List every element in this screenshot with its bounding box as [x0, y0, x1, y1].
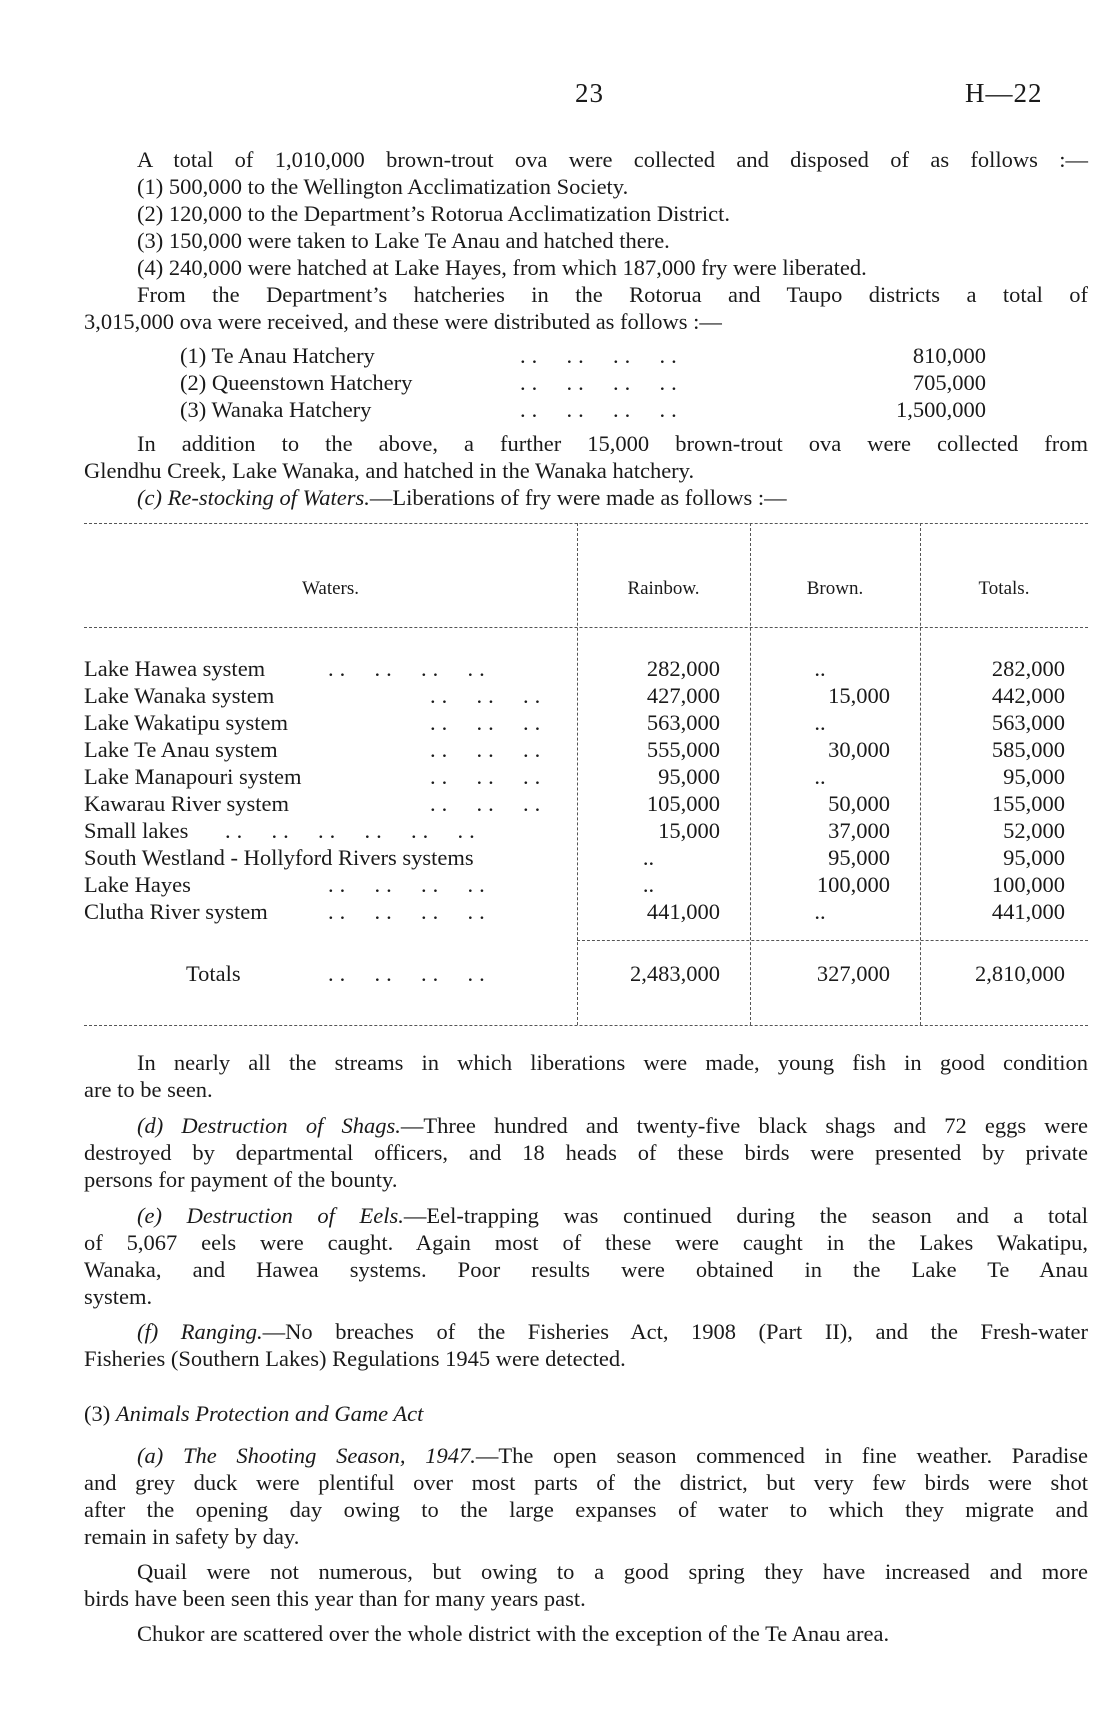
leader-dots: .. .. ..	[430, 737, 547, 762]
table-cell-rainbow: 282,000	[646, 656, 720, 681]
leader-dots: .. .. .. ..	[520, 397, 683, 422]
intro-item: (1) 500,000 to the Wellington Acclimatization Society.	[137, 174, 629, 199]
section-text: —Eel-trapping was continued during the season and a total	[403, 1203, 1089, 1228]
intro-item: (3) 150,000 were taken to Lake Te Anau and hatched there.	[137, 228, 670, 253]
table-cell-brown: 30,000	[828, 737, 890, 762]
table-cell-brown: 95,000	[828, 845, 890, 870]
table-cell-brown: ..	[814, 656, 826, 681]
section-text: —Three hundred and twenty-five black shags and 72 eggs were	[400, 1113, 1088, 1138]
leader-dots: .. .. ..	[430, 710, 547, 735]
table-cell-rainbow: 15,000	[658, 818, 720, 843]
table-cell-rainbow: ..	[642, 872, 655, 897]
table-cell-rainbow: ..	[642, 845, 655, 870]
hatchery-label: (1) Te Anau Hatchery	[180, 343, 375, 368]
table-cell-brown: 15,000	[828, 683, 890, 708]
table-cell-rainbow: 105,000	[646, 791, 720, 816]
eels-paragraph-line	[137, 1202, 1088, 1229]
shooting-paragraph-line: remain in safety by day.	[84, 1524, 300, 1549]
leader-dots: .. .. ..	[430, 791, 547, 816]
table-cell-total: 52,000	[1003, 818, 1065, 843]
shooting-paragraph-line	[137, 1442, 1088, 1469]
column-header-totals: Totals.	[978, 578, 1030, 599]
restocking-paragraph	[137, 484, 787, 511]
shags-paragraph-line: persons for payment of the bounty.	[84, 1167, 398, 1192]
leader-dots: .. .. .. ..	[328, 872, 491, 897]
eels-paragraph-line: of 5,067 eels were caught. Again most of these were caught in the Lakes Wakatipu,	[84, 1230, 1088, 1255]
leader-dots: .. .. ..	[430, 764, 547, 789]
intro-line: A total of 1,010,000 brown-trout ova were collected and disposed of as follows :—	[137, 147, 1088, 172]
table-cell-rainbow: 441,000	[646, 899, 720, 924]
hatchery-value: 1,500,000	[896, 397, 986, 422]
hatchery-value: 705,000	[912, 370, 986, 395]
hatchery-value: 810,000	[912, 343, 986, 368]
table-cell-rainbow: 427,000	[646, 683, 720, 708]
eels-paragraph-line: Wanaka, and Hawea systems. Poor results were obtained in the Lake Te Anau	[84, 1257, 1088, 1282]
table-cell-water: Lake Wanaka system	[84, 683, 275, 708]
addition-paragraph-line: Glendhu Creek, Lake Wanaka, and hatched in the Wanaka hatchery.	[84, 458, 695, 483]
hatcheries-paragraph-line: 3,015,000 ova were received, and these were distributed as follows :—	[84, 309, 722, 334]
section-letter: (e)	[137, 1203, 162, 1228]
column-header-waters: Waters.	[301, 578, 360, 599]
table-cell-brown: 100,000	[816, 872, 890, 897]
table-cell-water: Lake Hawea system	[84, 656, 266, 681]
section-heading-animals-act	[84, 1400, 423, 1427]
shags-paragraph-line	[137, 1112, 1088, 1139]
section-letter: (f)	[137, 1319, 159, 1344]
totals-label: Totals	[186, 961, 241, 986]
document-code: H—22	[965, 78, 1043, 108]
leader-dots: .. .. .. ..	[328, 961, 491, 986]
leader-dots: .. .. .. ..	[328, 656, 491, 681]
intro-item: (4) 240,000 were hatched at Lake Hayes, from which 187,000 fry were liberated.	[137, 255, 867, 280]
leader-dots: .. .. .. ..	[520, 370, 683, 395]
section-letter: (a)	[137, 1443, 164, 1468]
leader-dots: .. .. .. .. .. ..	[225, 818, 481, 843]
table-cell-brown: 37,000	[828, 818, 890, 843]
section-text: —The open season commenced in fine weather. Paradise	[475, 1443, 1088, 1468]
table-cell-rainbow: 563,000	[646, 710, 720, 735]
table-cell-water: Small lakes	[84, 818, 189, 843]
intro-item: (2) 120,000 to the Department’s Rotorua Acclimatization District.	[137, 201, 730, 226]
column-header-brown: Brown.	[806, 578, 864, 599]
table-cell-rainbow: 555,000	[646, 737, 720, 762]
section-text: —Liberations of fry were made as follows :—	[369, 485, 787, 510]
table-cell-water: Lake Wakatipu system	[84, 710, 288, 735]
ranging-paragraph-line: Fisheries (Southern Lakes) Regulations 1945 were detected.	[84, 1346, 626, 1371]
table-bottom-rule	[84, 1025, 1088, 1026]
table-cell-total: 441,000	[991, 899, 1065, 924]
column-header-rainbow: Rainbow.	[627, 578, 700, 599]
hatchery-label: (2) Queenstown Hatchery	[180, 370, 413, 395]
leader-dots: .. .. .. ..	[520, 343, 683, 368]
table-cell-total: 442,000	[991, 683, 1065, 708]
table-cell-total: 100,000	[991, 872, 1065, 897]
eels-paragraph-line: system.	[84, 1284, 153, 1309]
quail-paragraph-line: Quail were not numerous, but owing to a good spring they have increased and more	[137, 1559, 1088, 1584]
section-heading: Destruction of Eels.	[186, 1203, 404, 1228]
table-cell-brown: ..	[814, 764, 826, 789]
section-heading: Destruction of Shags.	[181, 1113, 401, 1138]
table-cell-total: 155,000	[991, 791, 1065, 816]
table-cell-brown: 50,000	[828, 791, 890, 816]
section-heading: The Shooting Season, 1947.	[182, 1443, 476, 1468]
table-header-rule	[84, 627, 1088, 628]
totals-brown: 327,000	[816, 961, 890, 986]
table-cell-water: Kawarau River system	[84, 791, 289, 816]
section-letter: (d)	[137, 1113, 164, 1138]
table-cell-brown: ..	[814, 899, 826, 924]
table-cell-brown: ..	[814, 710, 826, 735]
totals-rainbow: 2,483,000	[630, 961, 720, 986]
table-cell-total: 282,000	[991, 656, 1065, 681]
table-cell-total: 95,000	[1003, 845, 1065, 870]
leader-dots: .. .. .. ..	[328, 899, 491, 924]
streams-paragraph-line: In nearly all the streams in which liberations were made, young fish in good condition	[137, 1050, 1088, 1075]
section-heading: Re-stocking of Waters.	[167, 485, 370, 510]
table-cell-water: Clutha River system	[84, 899, 268, 924]
table-cell-water: Lake Te Anau system	[84, 737, 278, 762]
shags-paragraph-line: destroyed by departmental officers, and 18 heads of these birds were presented by private	[84, 1140, 1088, 1165]
totals-rule	[577, 940, 1088, 941]
table-cell-water: Lake Manapouri system	[84, 764, 302, 789]
table-top-rule	[84, 523, 1088, 524]
section-number: (3)	[84, 1401, 111, 1426]
section-heading: Ranging.	[180, 1319, 263, 1344]
table-cell-water: Lake Hayes	[84, 872, 191, 897]
section-letter: (c)	[137, 485, 162, 510]
shooting-paragraph-line: after the opening day owing to the large expanses of water to which they migrate and	[84, 1497, 1088, 1522]
addition-paragraph-line: In addition to the above, a further 15,000 brown-trout ova were collected from	[137, 431, 1088, 456]
ranging-paragraph-line	[137, 1318, 1088, 1345]
hatchery-label: (3) Wanaka Hatchery	[180, 397, 372, 422]
streams-paragraph-line: are to be seen.	[84, 1077, 213, 1102]
leader-dots: .. .. ..	[430, 683, 547, 708]
page-number: 23	[575, 78, 604, 108]
table-cell-total: 95,000	[1003, 764, 1065, 789]
totals-total: 2,810,000	[975, 961, 1065, 986]
table-cell-rainbow: 95,000	[658, 764, 720, 789]
shooting-paragraph-line: and grey duck were plentiful over most parts of the district, but very few birds were shot	[84, 1470, 1088, 1495]
section-text: —No breaches of the Fisheries Act, 1908 (Part II), and the Fresh-water	[262, 1319, 1088, 1344]
section-title: Animals Protection and Game Act	[115, 1401, 424, 1426]
quail-paragraph-line: birds have been seen this year than for many years past.	[84, 1586, 586, 1611]
table-cell-total: 563,000	[991, 710, 1065, 735]
chukor-paragraph-line: Chukor are scattered over the whole district with the exception of the Te Anau area.	[137, 1621, 890, 1646]
hatcheries-paragraph-line: From the Department’s hatcheries in the Rotorua and Taupo districts a total of	[137, 282, 1088, 307]
table-cell-total: 585,000	[991, 737, 1065, 762]
table-cell-water: South Westland - Hollyford Rivers systems	[84, 845, 474, 870]
